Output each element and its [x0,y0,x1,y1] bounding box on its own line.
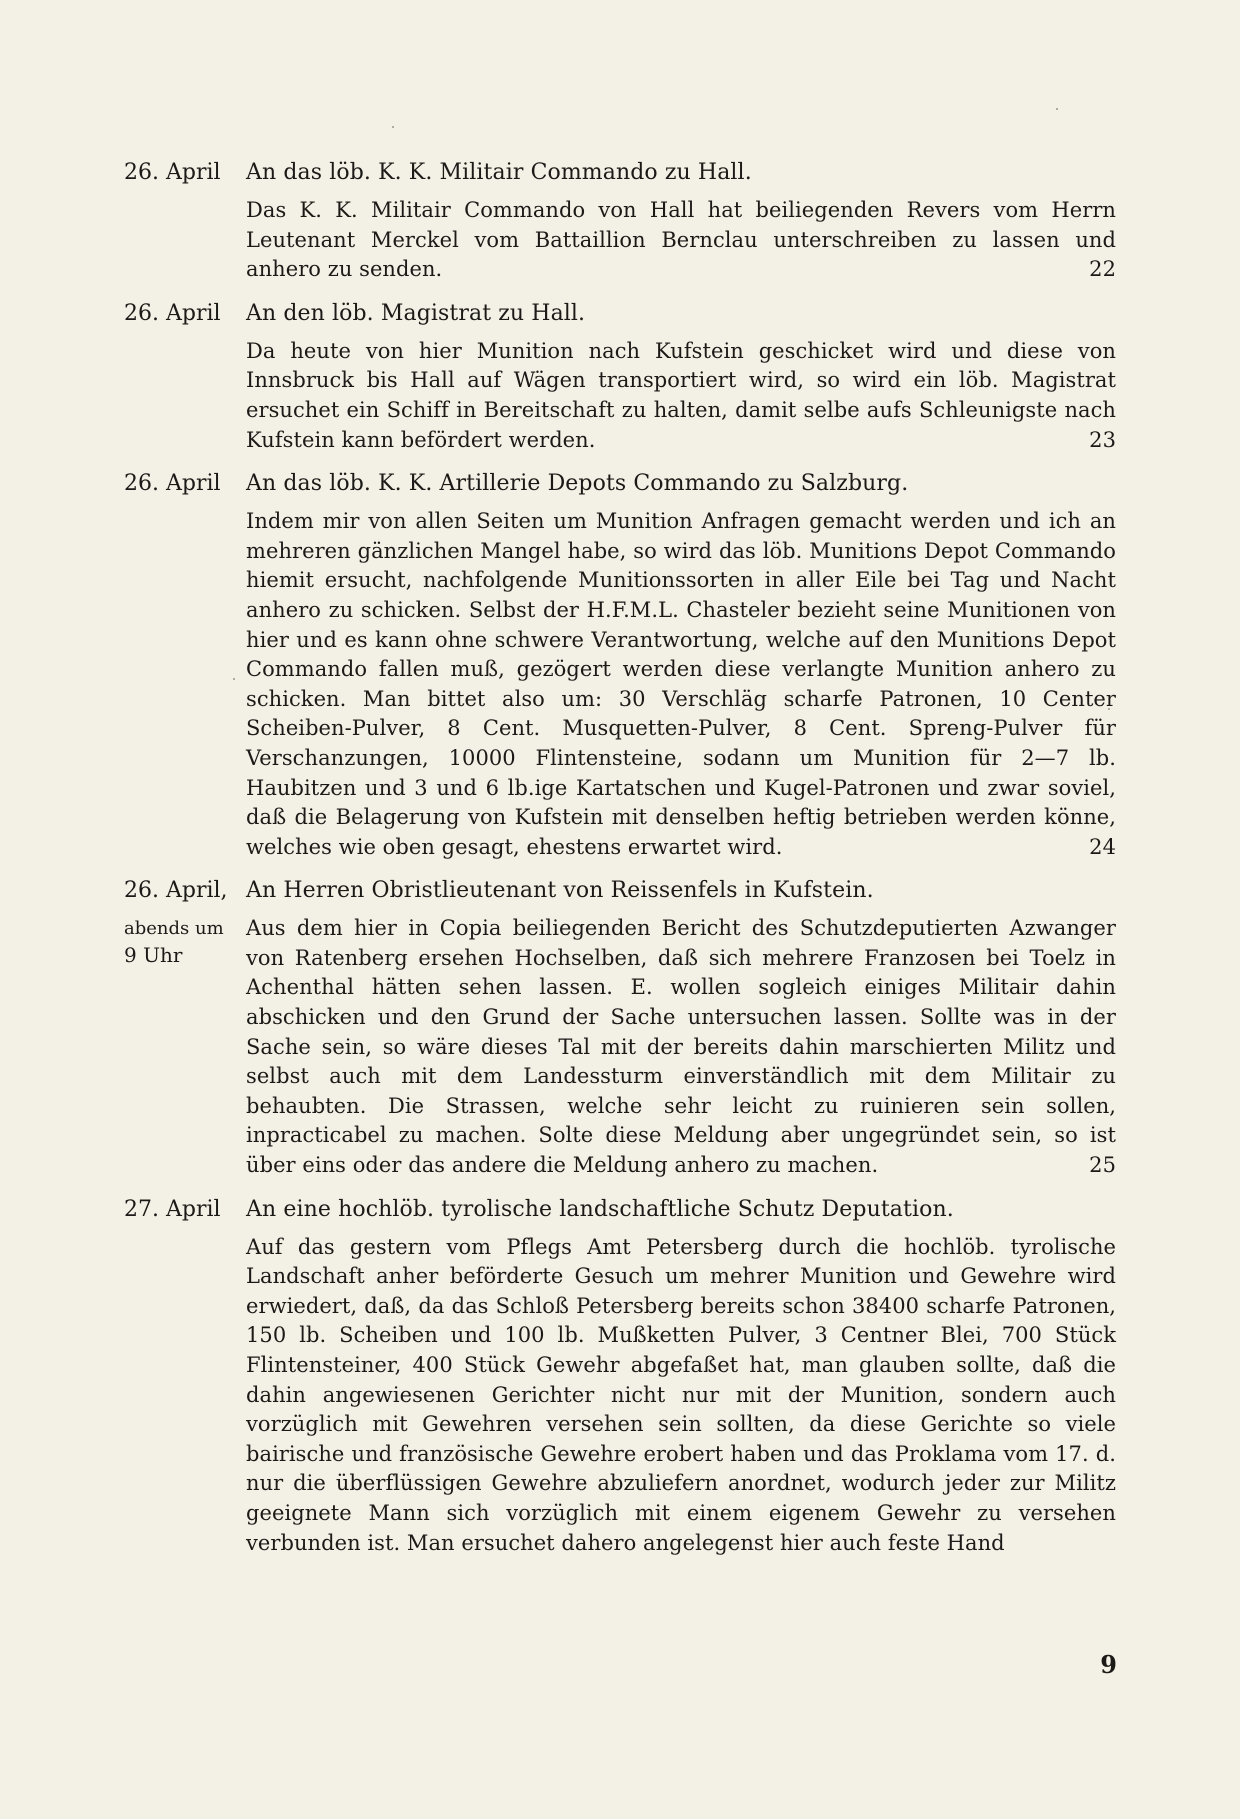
entry-24 [124,469,1120,862]
entry-25 [124,876,1120,1180]
entry-addressee: An das löb. K. K. Artillerie Depots Commando zu Salzburg. [246,471,909,497]
entry-date: 26. April [124,160,221,185]
entry-date: 26. April [124,471,221,497]
entry-text-column [246,876,1116,1180]
entry-text-column [246,299,1116,455]
entry-number: 23 [1089,427,1116,452]
letter-entries [124,158,1120,1572]
entry-date-column [124,469,246,862]
entry-date-column [124,158,246,285]
entry-text-column [246,158,1116,285]
entry-body-text: Das K. K. Militair Commando von Hall hat beiliegenden Revers vom Herrn Leutenant Merckel vom Battaillion Bernclau unterschreiben zu lassen und anhero zu senden. [246,198,1116,282]
entry-date-column [124,299,246,455]
entry-time-note: abends um [124,918,224,940]
entry-23 [124,299,1120,455]
entry-22 [124,158,1120,285]
entry-body [246,196,1116,285]
entry-body [246,337,1116,455]
entry-addressee: An den löb. Magistrat zu Hall. [246,300,586,326]
entry-body-text: Da heute von hier Munition nach Kufstein geschicket wird und diese von Innsbruck bis Hall auf Wägen transportiert wird, so wird ein löb. Magistrat ersuchet ein Schiff in Bereitschaft zu halten, damit selbe aufs Schleunigste nach Kufstein kann befördert werden. [246,338,1116,452]
entry-addressee: An Herren Obristlieutenant von Reissenfels in Kufstein. [246,878,874,904]
entry-date: 26. April [124,300,221,326]
entry-addressee: An eine hochlöb. tyrolische landschaftliche Schutz Deputation. [246,1196,954,1222]
entry-body [246,1233,1116,1559]
entry-date-column [124,876,246,1180]
entry-text-column [246,1195,1116,1559]
entry-addressee: An das löb. K. K. Militair Commando zu Hall. [246,160,752,185]
paper-speck [1056,108,1058,110]
entry-number: 22 [1089,257,1116,282]
entry-26 [124,1195,1120,1559]
entry-date: 26. April, [124,878,228,904]
entry-body-text: Aus dem hier in Copia beiliegenden Bericht des Schutzdeputierten Azwanger von Ratenberg ersehen Hochselben, daß sich mehrere Franzosen bei Toelz in Achenthal hätten sehen lassen. E. wollen sogleich einiges Militair dahin abschicken und den Grund der Sache untersuchen lassen. Sollte was in der Sache sein, so wäre dieses Tal mit der bereits dahin marschierten Militz und selbst auch mit dem Landessturm einverständlich mit dem Militair zu behaubten. Die Strassen, welche sehr leicht zu ruinieren sein sollen, inpracticabel zu machen. Solte diese Meldung aber ungegründet sein, so ist über eins oder das andere die Meldung anhero zu machen. [246,916,1116,1178]
entry-text-column [246,469,1116,862]
entry-date-column [124,1195,246,1559]
entry-body [246,507,1116,862]
entry-time: 9 Uhr [124,943,183,968]
paper-speck [392,126,394,128]
entry-number: 25 [1089,1153,1116,1178]
entry-body [246,914,1116,1180]
entry-body-text: Auf das gestern vom Pflegs Amt Petersberg durch die hochlöb. tyrolische Landschaft anher beförderte Gesuch um mehrer Munition und Gewehre wird erwiedert, daß, da das Schloß Petersberg bereits schon 38400 scharfe Patronen, 150 lb. Scheiben und 100 lb. Mußketten Pulver, 3 Centner Blei, 700 Stück Flintensteiner, 400 Stück Gewehr abgefaßet hat, man glauben sollte, daß die dahin angewiesenen Gerichter nicht nur mit der Munition, sondern auch vorzüglich mit Gewehren versehen sein sollten, da diese Gerichte so viele bairische und französische Gewehre erobert haben und das Proklama vom 17. d. nur die überflüssigen Gewehre abzuliefern anordnet, wodurch jeder zur Militz geeignete Mann sich vorzüglich mit einem eigenem Gewehr zu versehen verbunden ist. Man ersuchet dahero angelegenst hier auch feste Hand [246,1234,1116,1555]
entry-body-text: Indem mir von allen Seiten um Munition Anfragen gemacht werden und ich an mehreren gänzlichen Mangel habe, so wird das löb. Munitions Depot Commando hiemit ersucht, nachfolgende Munitionssorten in aller Eile bei Tag und Nacht anhero zu schicken. Selbst der H.F.M.L. Chasteler bezieht seine Munitionen von hier und es kann ohne schwere Verantwortung, welche auf den Munitions Depot Commando fallen muß, gezögert werden diese verlangte Munition anhero zu schicken. Man bittet also um: 30 Verschläg scharfe Patronen, 10 Center Scheiben-Pulver, 8 Cent. Musquetten-Pulver, 8 Cent. Spreng-Pulver für Verschanzungen, 10000 Flintensteine, sodann um Munition für 2—7 lb. Haubitzen und 3 und 6 lb.ige Kartatschen und Kugel-Patronen und zwar soviel, daß die Belagerung von Kufstein mit denselben heftig betrieben werden könne, welches wie oben gesagt, ehestens erwartet wird. [246,509,1116,859]
entry-number: 24 [1089,834,1116,859]
page-number: 9 [1100,1650,1117,1679]
entry-date: 27. April [124,1196,221,1222]
